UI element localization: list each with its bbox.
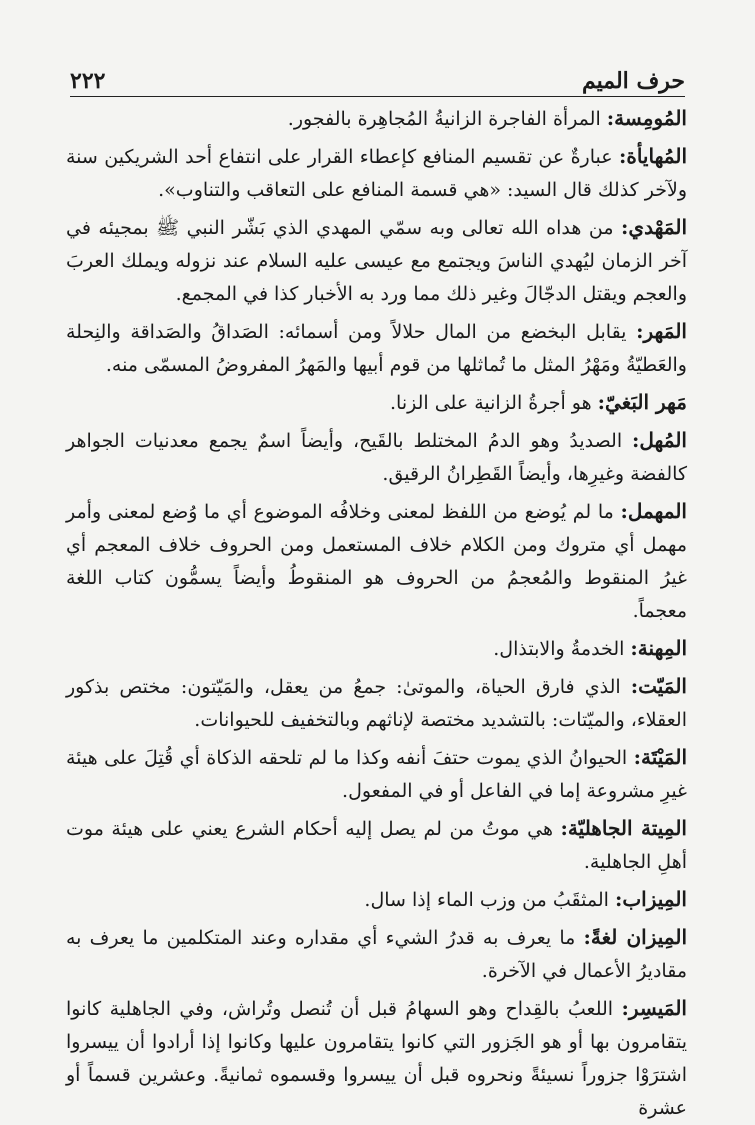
entry-term: المَيْتَة: xyxy=(633,745,687,769)
entry-muhmal xyxy=(66,495,687,628)
header-rule xyxy=(70,96,685,97)
entry-text: يقابل البخضع من المال حلالاً ومن أسمائه: الصَداقُ والصَداقة والنِحلة والعَطيّةُ ومَهْرُ المثل ما تُماثلها من قوم أبيها والمَهرُ المفروضُ المسمّى منه. xyxy=(66,321,687,376)
entry-text: المثقَبُ من وزب الماء إذا سال. xyxy=(364,889,615,911)
entry-muhayaa xyxy=(66,140,687,207)
entry-text: هو أجرةُ الزانية على الزنا. xyxy=(390,392,598,414)
entry-term: المُهايأة: xyxy=(618,144,687,168)
dictionary-entries xyxy=(66,102,688,1119)
entry-mayyit xyxy=(66,670,687,737)
entry-term: المُومِسة: xyxy=(606,106,687,130)
entry-term: المَهر: xyxy=(636,319,687,343)
entry-text: الخدمةُ والابتذال. xyxy=(493,638,631,660)
entry-text: الحيوانُ الذي يموت حتفَ أنفه وكذا ما لم تلحقه الذكاة أي قُتِلَ على هيئة غيرِ مشروعة إما في الفاعل أو في المفعول. xyxy=(66,747,687,802)
entry-text: ما لم يُوضع من اللفظ لمعنى وخلافُه الموضوع أي ما وُضع لمعنى وأمر مهمل أي متروك ومن الكلام خلاف المستعمل ومن الحروف خلاف المعجم أي غيرُ المنقوط والمُعجمُ من الحروف هو المنقوطُ وأيضاً يسمُّون كتاب اللغة معجماً. xyxy=(66,501,687,622)
entry-term: المهمل: xyxy=(620,499,687,523)
entry-maysir xyxy=(66,992,687,1125)
entry-mizan xyxy=(66,921,687,988)
entry-term: المِهنة: xyxy=(630,636,687,660)
entry-term: مَهر البَغيّ: xyxy=(597,390,687,414)
entry-term: المَهْدي: xyxy=(621,215,687,239)
entry-mahdi xyxy=(66,211,687,311)
entry-term: المِيزان لغةً: xyxy=(583,925,688,949)
entry-term: المَيسِر: xyxy=(621,996,687,1020)
page-header xyxy=(70,58,685,94)
running-title: حرف الميم xyxy=(581,68,685,94)
entry-term: المَيّت: xyxy=(630,674,687,698)
entry-term: المِيتة الجاهليّة: xyxy=(560,816,687,840)
entry-text: من هداه الله تعالى وبه سمّي المهدي الذي بَشّر النبي ﷺ بمجيئه في آخر الزمان ليُهدي الناسَ ويجتمع مع عيسى عليه السلام عند نزوله ويملك العربَ والعجم ويقتل الدجّالَ وغير ذلك مما ورد به الأخبار كذا في المجمع. xyxy=(66,217,687,305)
entry-text: الصديدُ وهو الدمُ المختلط بالقَيح، وأيضاً اسمٌ يجمع معدنيات الجواهر كالفضة وغيرِها، وأيضاً القَطِرانُ الرقيق. xyxy=(66,430,687,485)
entry-mahr xyxy=(66,315,687,382)
page-number: ٢٢٢ xyxy=(70,68,106,94)
entry-mizab xyxy=(66,883,687,917)
entry-text: عبارةٌ عن تقسيم المنافع كإعطاء القرار على انتفاع أحد الشريكين سنة ولآخر كذلك قال السيد: «هي قسمة المنافع على التعاقب والتناوب». xyxy=(66,146,687,201)
entry-term: المِيزاب: xyxy=(614,887,687,911)
entry-mahr-albaghi xyxy=(66,386,687,420)
entry-text: هي موتُ من لم يصل إليه أحكام الشرع يعني على هيئة موت أهلِ الجاهلية. xyxy=(66,818,687,873)
entry-text: المرأة الفاجرة الزانيةُ المُجاهِرة بالفجور. xyxy=(287,108,607,130)
entry-term: المُهل: xyxy=(632,428,687,452)
entry-text: ما يعرف به قدرُ الشيء أي مقداره وعند المتكلمين ما يعرف به مقاديرُ الأعمال في الآخرة. xyxy=(66,927,687,982)
entry-text: اللعبُ بالقِداح وهو السهامُ قبل أن تُنصل وتُراش، وفي الجاهلية كانوا يتقامرون بها أو هو الجَزور التي كانوا يتقامرون عليها وكانوا إذا أرادوا أن ييسروا اشترَوْا جزوراً نسيئةً ونحروه قبل أن ييسروا وقسموه ثمانيةً. وعشرين قسماً أو عشرة xyxy=(66,998,687,1119)
entry-muhl xyxy=(66,424,687,491)
entry-mita-jahiliyya xyxy=(66,812,687,879)
entry-mihna xyxy=(66,632,687,666)
entry-mayta xyxy=(66,741,687,808)
entry-mumisa xyxy=(66,102,687,136)
entry-text: الذي فارق الحياة، والموتىٰ: جمعُ من يعقل، والمَيّتون: مختص بذكور العقلاء، والميّتات: بالتشديد مختصة لإناثهم وبالتخفيف للحيوانات. xyxy=(66,676,687,731)
